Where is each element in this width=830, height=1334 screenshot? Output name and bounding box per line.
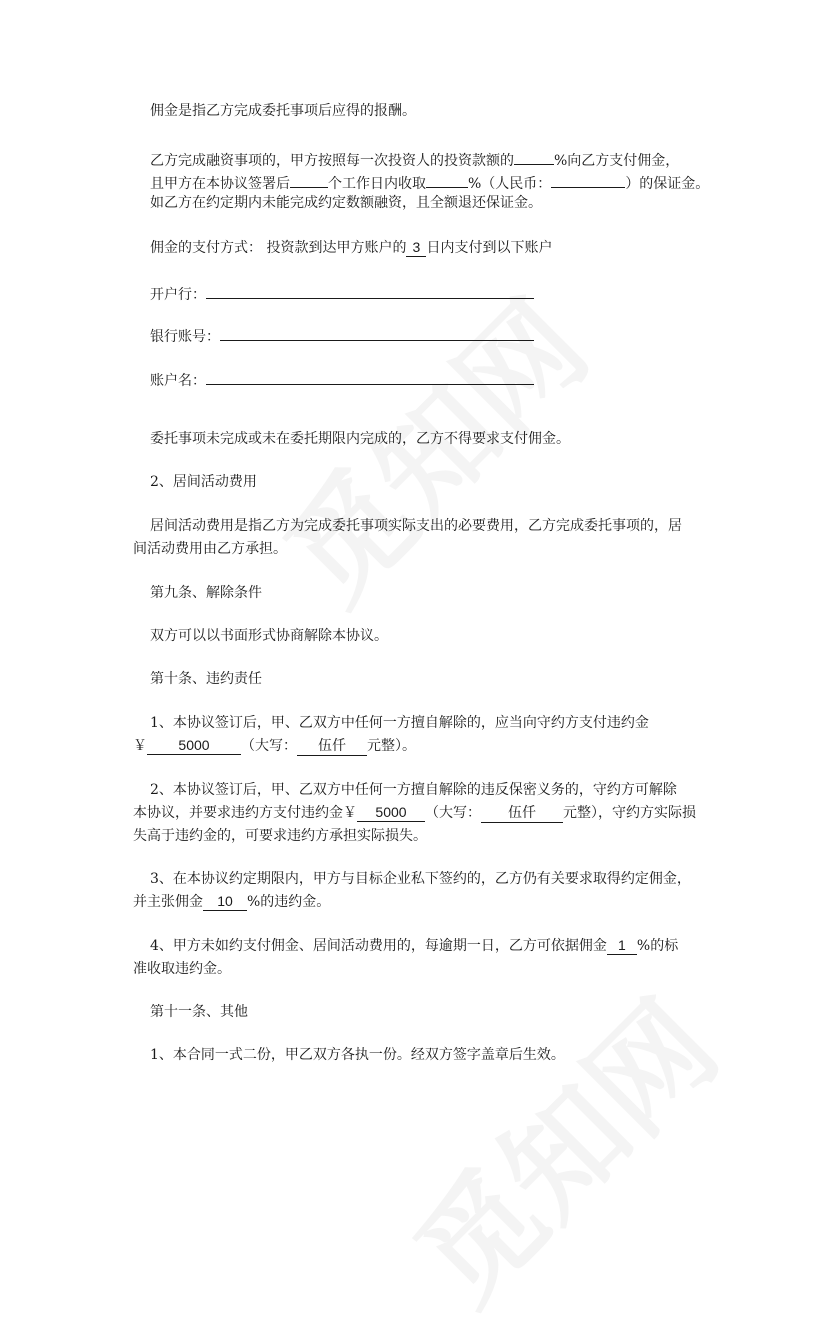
paragraph-commission-definition: 佣金是指乙方完成委托事项后应得的报酬。 bbox=[150, 103, 416, 119]
paragraph-no-commission: 委托事项未完成或未在委托期限内完成的，乙方不得要求支付佣金。 bbox=[150, 431, 570, 447]
blank-field bbox=[551, 169, 625, 188]
field-account-number: 银行账号： bbox=[150, 322, 534, 348]
amount-chinese: 伍仟 bbox=[297, 737, 367, 756]
percent-value: 10 bbox=[203, 892, 247, 911]
clause-4: 4、甲方未如约支付佣金、居间活动费用的，每逾期一日，乙方可依据佣金 1 %的标 bbox=[150, 937, 679, 954]
clause-1: 1、本协议签订后，甲、乙双方中任何一方擅自解除的，应当向守约方支付违约金 bbox=[150, 715, 649, 731]
clause-4-cont: 准收取违约金。 bbox=[133, 961, 231, 977]
blank-field bbox=[206, 366, 534, 385]
percent-value: 1 bbox=[607, 936, 637, 955]
blank-field bbox=[426, 169, 468, 188]
paragraph-brokerage-costs: 居间活动费用是指乙方为完成委托事项实际支出的必要费用，乙方完成委托事项的，居 bbox=[150, 518, 682, 534]
blank-field bbox=[290, 169, 328, 188]
blank-field bbox=[514, 146, 554, 165]
blank-field bbox=[206, 280, 534, 299]
blank-field bbox=[220, 322, 534, 341]
paragraph-brokerage-costs-cont: 间活动费用由乙方承担。 bbox=[133, 541, 287, 557]
paragraph-payment-method: 佣金的支付方式： 投资款到达甲方账户的 3 日内支付到以下账户 bbox=[150, 239, 553, 256]
article-heading-11: 第十一条、其他 bbox=[150, 1004, 248, 1020]
amount-value: 5000 bbox=[357, 803, 425, 822]
clause-3: 3、在本协议约定期限内，甲方与目标企业私下签约的，乙方仍有关要求取得约定佣金， bbox=[150, 871, 691, 887]
clause-2-amount: 本协议，并要求违约方支付违约金￥ 5000 （大写： 伍仟 元整），守约方实际损 bbox=[133, 804, 696, 821]
clause-2: 2、本协议签订后，甲、乙双方中任何一方擅自解除的违反保密义务的，守约方可解除 bbox=[150, 782, 677, 798]
clause-3-cont: 并主张佣金 10 %的违约金。 bbox=[133, 893, 331, 910]
paragraph-commission-rate: 乙方完成融资事项的，甲方按照每一次投资人的投资款额的 %向乙方支付佣金， bbox=[150, 146, 679, 172]
field-account-name: 账户名： bbox=[150, 366, 534, 392]
paragraph-deposit: 且甲方在本协议签署后 个工作日内收取 %（人民币： ）的保证金。 bbox=[150, 169, 709, 195]
amount-value: 5000 bbox=[147, 736, 241, 755]
clause-1-amount: ￥ 5000 （大写： 伍仟 元整）。 bbox=[133, 737, 416, 754]
section-heading-brokerage-costs: 2、居间活动费用 bbox=[150, 474, 257, 490]
amount-chinese: 伍仟 bbox=[481, 804, 563, 823]
watermark bbox=[372, 958, 748, 1334]
days-value: 3 bbox=[406, 238, 426, 257]
article-heading-10: 第十条、违约责任 bbox=[150, 671, 262, 687]
field-bank-name: 开户行： bbox=[150, 280, 534, 306]
article-heading-9: 第九条、解除条件 bbox=[150, 585, 262, 601]
paragraph-termination: 双方可以以书面形式协商解除本协议。 bbox=[150, 628, 388, 644]
clause-2-cont: 失高于违约金的，可要求违约方承担实际损失。 bbox=[133, 828, 427, 844]
clause-other-1: 1、本合同一式二份，甲乙双方各执一份。经双方签字盖章后生效。 bbox=[150, 1047, 565, 1063]
paragraph-refund: 如乙方在约定期内未能完成约定数额融资，且全额退还保证金。 bbox=[150, 195, 542, 211]
